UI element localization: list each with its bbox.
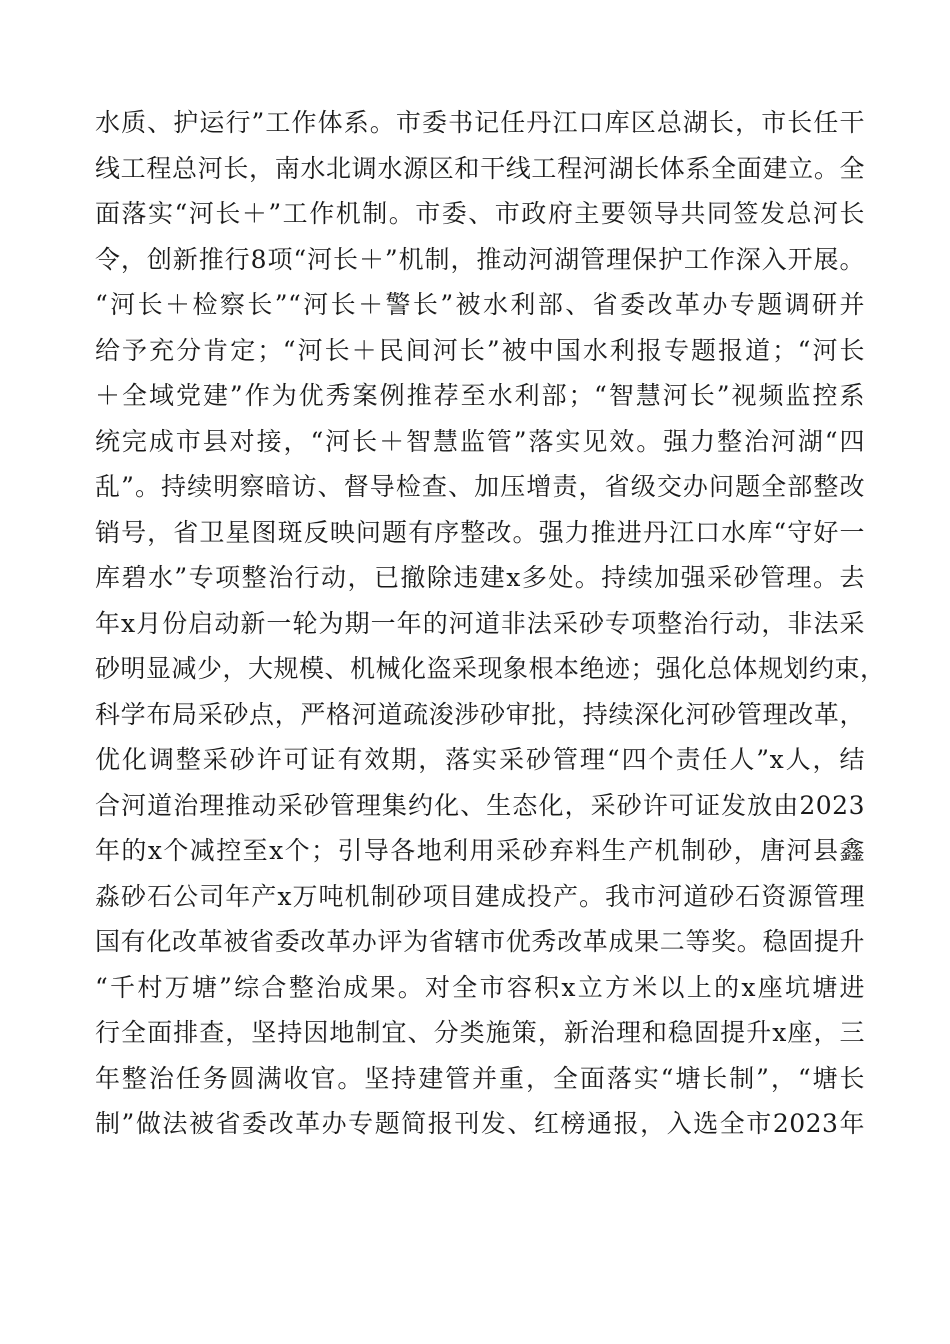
text-line: 优化调整采砂许可证有效期，落实采砂管理“四个责任人”x人，结 [95,745,865,774]
text-line: 统完成市县对接，“河长＋智慧监管”落实见效。强力整治河湖“四 [95,426,865,456]
text-line: 令，创新推行8项“河长＋”机制，推动河湖管理保护工作深入开展。 [95,244,865,274]
text-line: “河长＋检察长”“河长＋警长”被水利部、省委改革办专题调研并 [95,290,865,319]
text-line: 科学布局采砂点，严格河道疏浚涉砂审批，持续深化河砂管理改革， [95,699,865,729]
text-line: 制”做法被省委改革办专题简报刊发、红榜通报，入选全市2023年 [95,1109,865,1138]
text-line: ＋全域党建”作为优秀案例推荐至水利部；“智慧河长”视频监控系 [95,381,865,410]
text-line: 合河道治理推动采砂管理集约化、生态化，采砂许可证发放由2023 [95,790,865,820]
document-body-text [95,100,886,1147]
text-line: 年x月份启动新一轮为期一年的河道非法采砂专项整治行动，非法采 [95,608,865,638]
text-line: “千村万塘”综合整治成果。对全市容积x立方米以上的x座坑塘进 [95,972,865,1002]
text-line: 面落实“河长＋”工作机制。市委、市政府主要领导共同签发总河长 [95,199,865,228]
text-line: 淼砂石公司年产x万吨机制砂项目建成投产。我市河道砂石资源管理 [95,881,865,911]
text-line: 行全面排查，坚持因地制宜、分类施策，新治理和稳固提升x座，三 [95,1018,865,1047]
text-line: 砂明显减少，大规模、机械化盗采现象根本绝迹；强化总体规划约束， [95,654,886,683]
text-line: 国有化改革被省委改革办评为省辖市优秀改革成果二等奖。稳固提升 [95,927,865,956]
text-line: 年整治任务圆满收官。坚持建管并重，全面落实“塘长制”，“塘长 [95,1063,865,1093]
text-line: 水质、护运行”工作体系。市委书记任丹江口库区总湖长，市长任干 [95,108,865,137]
text-line: 销号，省卫星图斑反映问题有序整改。强力推进丹江口水库“守好一 [95,517,865,547]
text-line: 给予充分肯定；“河长＋民间河长”被中国水利报专题报道；“河长 [95,335,865,365]
text-line: 线工程总河长，南水北调水源区和干线工程河湖长体系全面建立。全 [95,153,865,183]
text-line: 年的x个减控至x个；引导各地利用采砂弃料生产机制砂，唐河县鑫 [95,836,865,865]
text-line: 库碧水”专项整治行动，已撤除违建x多处。持续加强采砂管理。去 [95,563,865,592]
text-line: 乱”。持续明察暗访、督导检查、加压增责，省级交办问题全部整改 [95,472,865,501]
